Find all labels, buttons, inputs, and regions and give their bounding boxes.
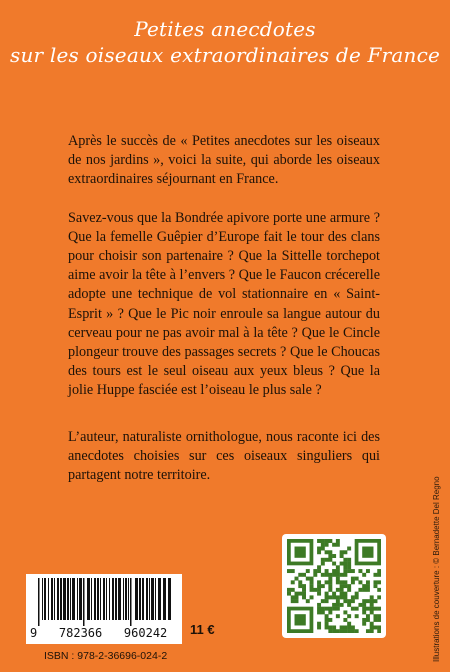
- title-line-2: sur les oiseaux extraordinaires de France: [9, 43, 441, 67]
- illustration-credit: Illustrations de couverture : © Bernadette Del Regno: [432, 476, 441, 662]
- book-title: [0, 16, 450, 68]
- blurb-paragraph-3: L’auteur, naturaliste ornithologue, nous raconte ici des anecdotes choisies sur ces oiseaux singuliers qui partagent notre territoire.: [68, 428, 380, 484]
- qr-code[interactable]: [282, 534, 386, 638]
- qr-code-pattern: [287, 539, 381, 633]
- title-line-1: Petites anecdotes: [134, 17, 316, 41]
- barcode-bars: [36, 578, 176, 626]
- price: 11 €: [190, 622, 215, 637]
- barcode: [26, 574, 182, 644]
- blurb-paragraph-1: Après le succès de « Petites anecdotes sur les oiseaux de nos jardins », voici la suite, qui aborde les oiseaux extraordinaires séjournant en France.: [68, 133, 380, 188]
- blurb-paragraph-2: Savez-vous que la Bondrée apivore porte une armure ? Que la femelle Guêpier d’Europe fait le tour des clans pour choisir son partenaire ? Que la Sittelle torchepot aime avoir la tête à l’envers ? Que le Faucon crécerelle adopte une technique de vol stationnaire en « Saint-Esprit » ? Que le Pic noir enroule sa langue autour du cerveau pour ne pas avoir mal à la tête ? Que le Cincle plongeur trouve des passages secrets ? Que le Choucas des tours est le seul oiseau aux yeux bleus ? Que la jolie Huppe fasciée est l’oiseau le plus sale ?: [68, 209, 380, 399]
- barcode-digits: 9 782366 960242: [30, 626, 168, 640]
- blurb: [68, 132, 380, 504]
- isbn: ISBN : 978-2-36696-024-2: [44, 650, 168, 662]
